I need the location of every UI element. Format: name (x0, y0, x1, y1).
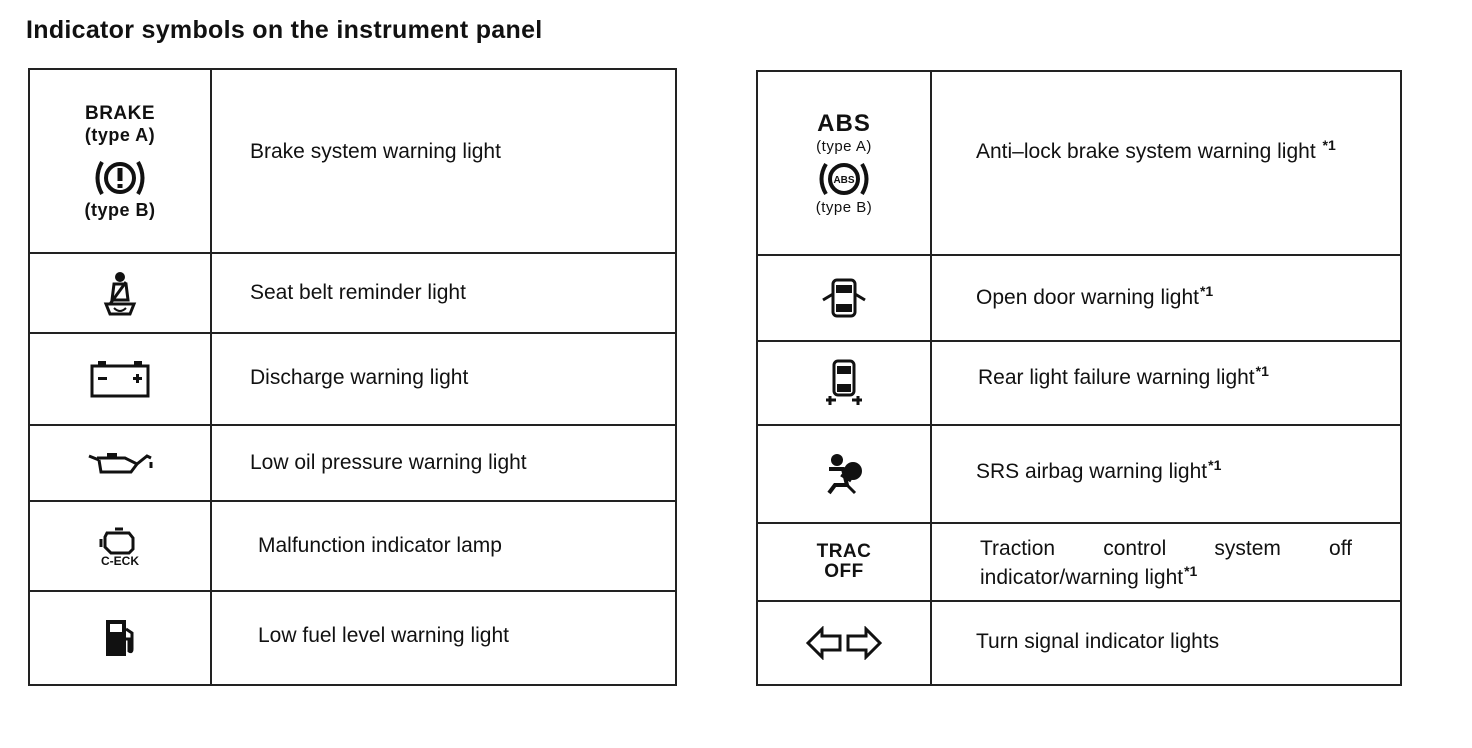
page-title: Indicator symbols on the instrument panel (26, 16, 543, 44)
icon-cell (758, 256, 932, 340)
description-cell (212, 254, 675, 332)
airbag-icon (821, 451, 867, 497)
type-b-label: (type B) (815, 199, 873, 216)
brake-description: Brake system warning light (250, 140, 501, 163)
description-cell (212, 70, 675, 252)
trac-off-icon (758, 524, 932, 600)
description-cell (932, 426, 1400, 522)
icon-cell (30, 502, 212, 590)
fuel-pump-icon (103, 617, 137, 659)
description-cell (212, 592, 675, 684)
table-row (30, 502, 675, 592)
icon-cell (30, 426, 212, 500)
description-cell (932, 524, 1400, 600)
seat-belt-icon (100, 270, 140, 316)
trac-text: TRAC (816, 541, 872, 562)
table-row (30, 334, 675, 426)
table-row (758, 72, 1400, 256)
table-row (758, 342, 1400, 426)
abs-circle-icon (816, 159, 872, 199)
type-b-label: (type B) (84, 200, 156, 220)
icon-cell (758, 342, 932, 424)
icon-cell (758, 602, 932, 684)
brake-icon-cell (30, 70, 212, 252)
brake-circle-icon (92, 156, 148, 200)
table-row (758, 602, 1400, 684)
table-row (30, 254, 675, 334)
icon-cell (30, 592, 212, 684)
abs-icon-cell (758, 72, 932, 254)
check-engine-text: C-ECK (101, 554, 139, 567)
oil-can-icon (85, 448, 155, 478)
rear-light-description: Rear light failure warning light$^{*1}$ (978, 363, 1269, 389)
abs-description: Anti–lock brake system warning light $^{*1}$ (976, 137, 1336, 163)
seat-belt-description: Seat belt reminder light (250, 281, 466, 304)
turn-signal-arrows-icon (806, 626, 882, 660)
description-cell (212, 502, 675, 590)
icon-cell (30, 334, 212, 424)
table-row (758, 426, 1400, 524)
off-text: OFF (824, 561, 864, 582)
table-row (30, 70, 675, 254)
discharge-description: Discharge warning light (250, 366, 469, 389)
airbag-description: SRS airbag warning light$^{*1}$ (976, 457, 1222, 483)
abs-text-icon: ABS (817, 110, 871, 137)
description-cell (212, 334, 675, 424)
table-row (30, 426, 675, 502)
malfunction-description: Malfunction indicator lamp (258, 534, 502, 557)
open-door-icon (820, 276, 868, 320)
description-cell (932, 602, 1400, 684)
table-row (758, 256, 1400, 342)
table-row (758, 524, 1400, 602)
icon-cell (30, 254, 212, 332)
check-engine-icon (95, 525, 145, 567)
icon-cell (758, 426, 932, 522)
description-cell (212, 426, 675, 500)
trac-off-description: Traction control system off indicator/warning light$^{*1}$ (980, 537, 1352, 589)
left-indicator-table (28, 68, 677, 686)
battery-icon (89, 358, 151, 400)
description-cell (932, 256, 1400, 340)
table-row (30, 592, 675, 684)
turn-signal-description: Turn signal indicator lights (976, 630, 1220, 653)
low-fuel-description: Low fuel level warning light (258, 624, 509, 647)
description-cell (932, 342, 1400, 424)
type-a-label: (type A) (816, 138, 872, 155)
right-indicator-table (756, 70, 1402, 686)
description-cell (932, 72, 1400, 254)
brake-text-icon: BRAKE (84, 103, 156, 124)
oil-pressure-description: Low oil pressure warning light (250, 451, 527, 474)
rear-light-icon (822, 358, 866, 408)
open-door-description: Open door warning light$^{*1}$ (976, 283, 1214, 309)
type-a-label: (type A) (84, 125, 156, 145)
abs-inner-text: ABS (833, 175, 855, 186)
